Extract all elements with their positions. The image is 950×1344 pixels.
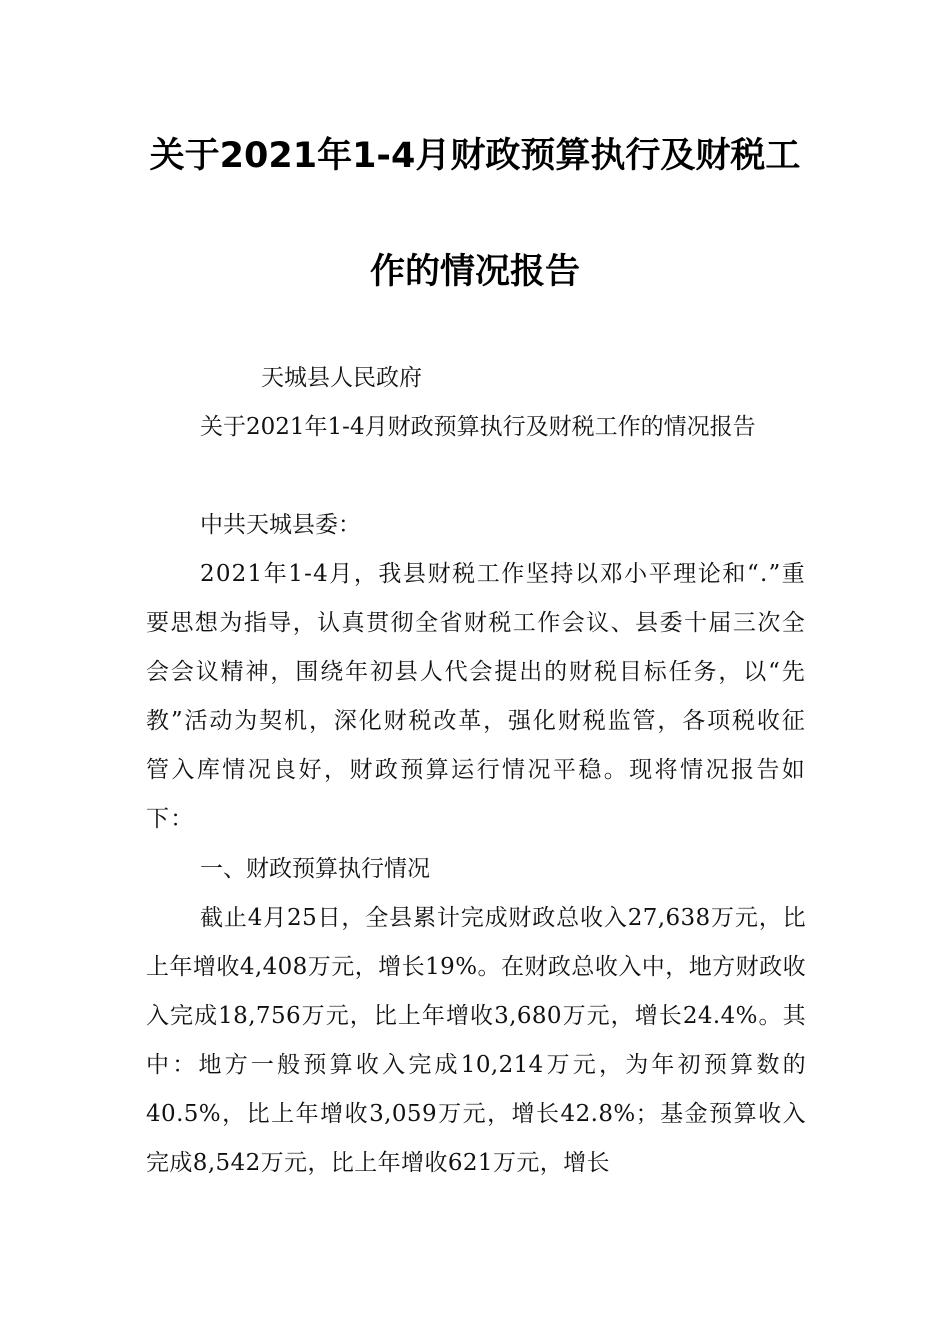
addressee-line: 中共天城县委：: [200, 512, 361, 538]
section-heading: 一、财政预算执行情况: [200, 856, 430, 882]
document-title-line-1: 关于2021年1-4月财政预算执行及财税工: [149, 136, 801, 176]
document-title-line-2: 作的情况报告: [369, 252, 580, 292]
issuer-line: 天城县人民政府: [261, 365, 422, 391]
budget-detail-paragraph: 截止4月25日，全县累计完成财政总收入27,638万元，比上年增收4,408万元，增长19%。在财政总收入中，地方财政收入完成18,756万元，比上年增收3,680万元，增长24.4%。其中：地方一般预算收入完成10,214万元，为年初预算数的40.5%，比上年增收3,059万元，增长42.8%；基金预算收入完成8,542万元，比上年增收621万元，增长: [146, 905, 806, 1176]
intro-paragraph: 2021年1-4月，我县财税工作坚持以邓小平理论和“.”重要思想为指导，认真贯彻全省财税工作会议、县委十届三次全会会议精神，围绕年初县人代会提出的财税目标任务，以“先教”活动为契机，深化财税改革，强化财税监管，各项税收征管入库情况良好，财政预算运行情况平稳。现将情况报告如下：: [146, 561, 806, 832]
subject-line: 关于2021年1-4月财政预算执行及财税工作的情况报告: [200, 414, 756, 440]
